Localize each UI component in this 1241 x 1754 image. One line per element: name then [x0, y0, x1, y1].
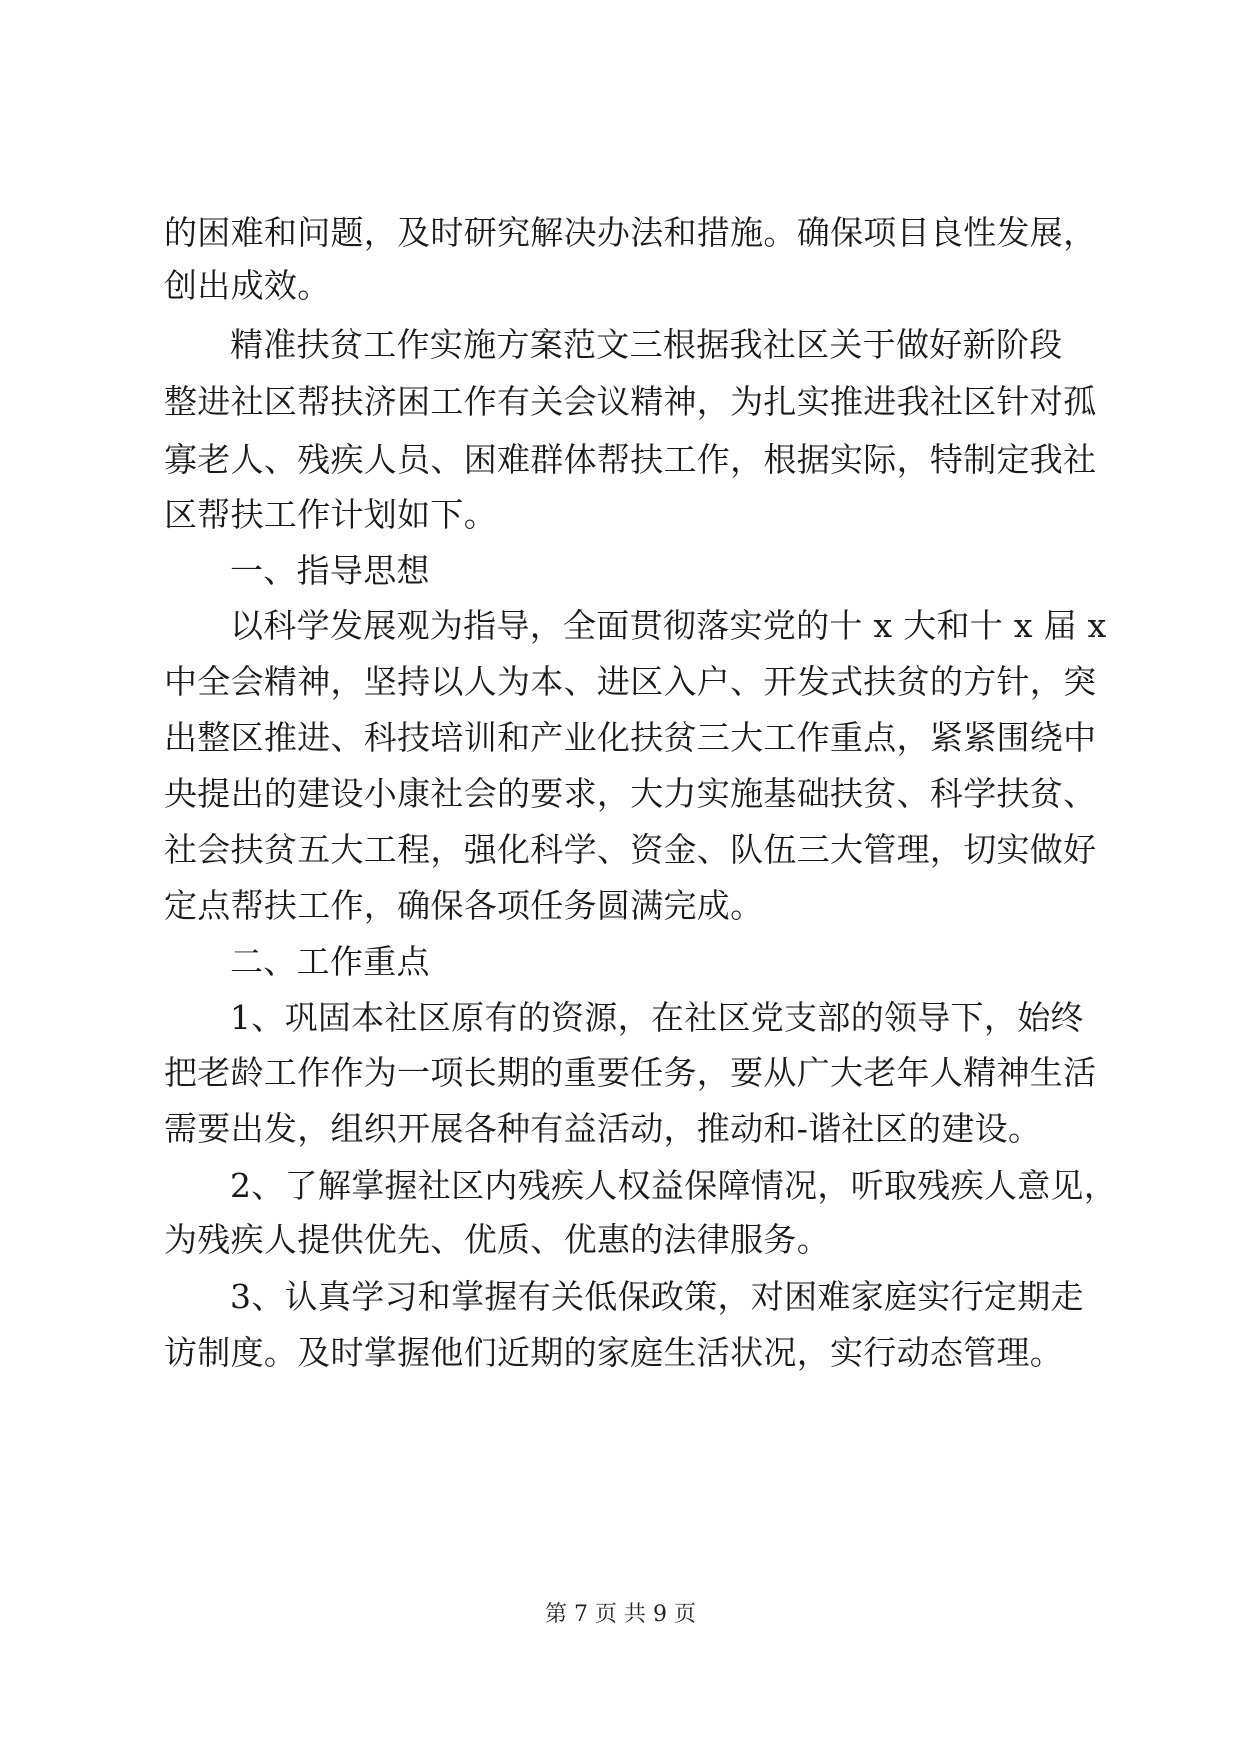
text-line: 创出成效。	[164, 266, 331, 305]
text-line: 定点帮扶工作，确保各项任务圆满完成。	[164, 886, 764, 925]
text-line: 中全会精神，坚持以人为本、进区入户、开发式扶贫的方针，突	[164, 662, 1097, 701]
text-line: 社会扶贫五大工程，强化科学、资金、队伍三大管理，切实做好	[164, 830, 1097, 869]
text-line: 寡老人、残疾人员、困难群体帮扶工作，根据实际，特制定我社	[164, 440, 1097, 479]
text-line: 为残疾人提供优先、优质、优惠的法律服务。	[164, 1220, 830, 1259]
text-line: 区帮扶工作计划如下。	[164, 495, 497, 534]
section-heading: 二、工作重点	[230, 942, 430, 981]
text-line: 把老龄工作作为一项长期的重要任务，要从广大老年人精神生活	[164, 1053, 1097, 1092]
paragraph-start-line: 3、认真学习和掌握有关低保政策，对困难家庭实行定期走	[230, 1277, 1084, 1316]
page-number-footer: 第 7 页 共 9 页	[545, 1602, 696, 1627]
section-heading: 一、指导思想	[230, 551, 430, 590]
text-line: 的困难和问题，及时研究解决办法和措施。确保项目良性发展，	[164, 213, 1097, 252]
text-line: 整进社区帮扶济困工作有关会议精神，为扎实推进我社区针对孤	[164, 382, 1097, 421]
text-line: 需要出发，组织开展各种有益活动，推动和-谐社区的建设。	[164, 1109, 1042, 1148]
text-line: 央提出的建设小康社会的要求，大力实施基础扶贫、科学扶贫、	[164, 774, 1097, 813]
paragraph-start-line: 精准扶贫工作实施方案范文三根据我社区关于做好新阶段	[230, 325, 1063, 364]
paragraph-start-line: 以科学发展观为指导，全面贯彻落实党的十 x 大和十 x 届 x	[230, 606, 1107, 645]
paragraph-start-line: 2、了解掌握社区内残疾人权益保障情况，听取残疾人意见，	[230, 1166, 1118, 1205]
paragraph-start-line: 1、巩固本社区原有的资源，在社区党支部的领导下，始终	[230, 998, 1084, 1037]
text-line: 出整区推进、科技培训和产业化扶贫三大工作重点，紧紧围绕中	[164, 718, 1097, 757]
text-line: 访制度。及时掌握他们近期的家庭生活状况，实行动态管理。	[164, 1333, 1064, 1372]
